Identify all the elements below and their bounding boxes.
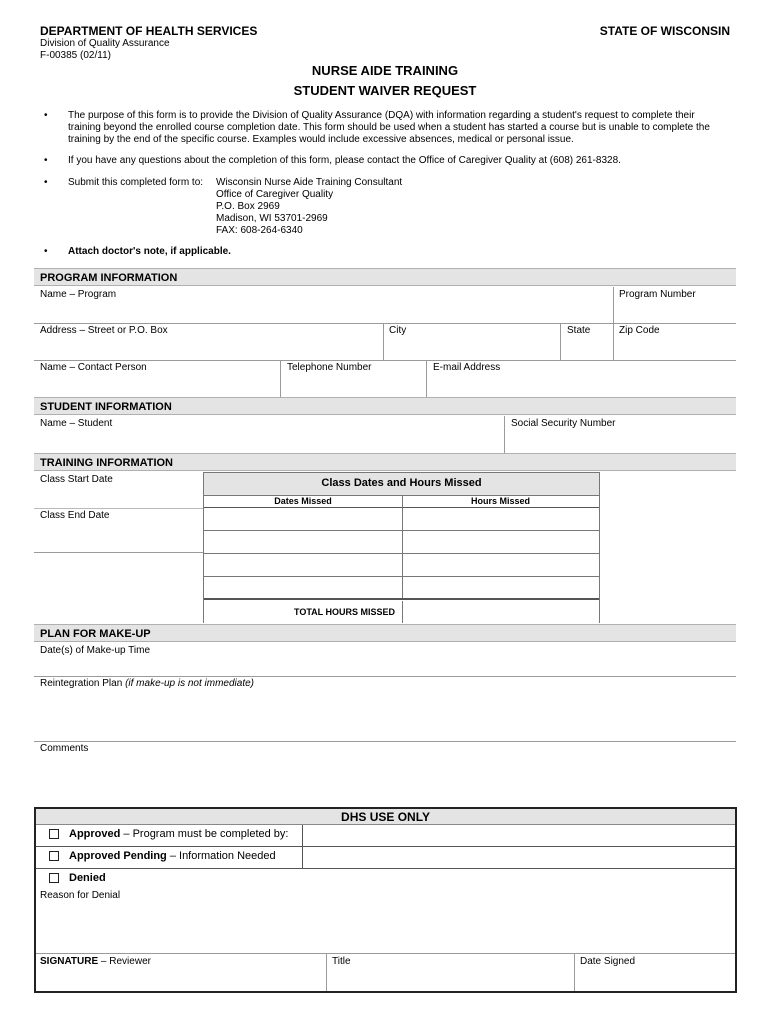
bullet-icon: • (44, 246, 48, 257)
purpose-text-2: training beyond the enrolled course completion date. This form should be used when a student has started a course but is unable to complete the (68, 122, 710, 133)
student-name-field[interactable]: Name – Student (40, 418, 113, 429)
dates-missed-cell[interactable] (208, 556, 398, 574)
date-signed-field[interactable]: Date Signed (580, 956, 636, 967)
program-info-header: PROGRAM INFORMATION (34, 268, 736, 286)
dhs-use-only-title: DHS USE ONLY (36, 809, 735, 825)
training-info-header: TRAINING INFORMATION (34, 453, 736, 471)
dates-missed-header: Dates Missed (274, 496, 332, 506)
address-line: P.O. Box 2969 (216, 201, 280, 212)
approved-pending-checkbox[interactable] (49, 851, 59, 861)
submit-label: Submit this completed form to: (68, 177, 204, 188)
class-end-date-field[interactable]: Class End Date (40, 510, 110, 521)
program-name-field[interactable]: Name – Program (40, 289, 117, 300)
denied-label: Denied (69, 872, 106, 884)
address-line: Madison, WI 53701-2969 (216, 213, 328, 224)
approved-label: Approved – Program must be completed by: (69, 828, 289, 840)
student-info-header: STUDENT INFORMATION (34, 397, 736, 415)
program-number-field[interactable]: Program Number (619, 289, 696, 300)
hours-missed-cell[interactable] (406, 533, 596, 551)
hours-missed-cell[interactable] (406, 556, 596, 574)
hours-missed-cell[interactable] (406, 510, 596, 528)
dates-missed-cell[interactable] (208, 510, 398, 528)
reintegration-plan-field[interactable] (40, 678, 254, 689)
ssn-field[interactable]: Social Security Number (511, 418, 616, 429)
total-hours-field[interactable] (402, 601, 599, 623)
reintegration-note: (if make-up is not immediate) (125, 678, 254, 689)
purpose-text-1: The purpose of this form is to provide the Division of Quality Assurance (DQA) with information regarding a student's request to complete their (68, 110, 695, 121)
purpose-text-3: training by the end of the specific course. Examples would include excessive absences, medical or personal issue. (68, 134, 574, 145)
dates-missed-cell[interactable] (208, 533, 398, 551)
form-number: F-00385 (02/11) (40, 50, 111, 61)
address-line: FAX: 608-264-6340 (216, 225, 303, 236)
makeup-dates-field[interactable]: Date(s) of Make-up Time (40, 645, 151, 656)
form-title-line2: STUDENT WAIVER REQUEST (293, 83, 477, 98)
total-hours-label: TOTAL HOURS MISSED (293, 607, 395, 617)
reviewer-title-field[interactable]: Title (332, 956, 351, 967)
program-state-field[interactable]: State (567, 325, 591, 336)
state-name: STATE OF WISCONSIN (599, 24, 730, 38)
bullet-icon: • (44, 155, 48, 166)
questions-text: If you have any questions about the completion of this form, please contact the Office of Caregiver Quality at (608) 261-8328. (68, 155, 621, 166)
bullet-icon: • (44, 110, 48, 121)
signature-reviewer-field[interactable]: SIGNATURE – Reviewer (40, 956, 151, 967)
division-name: Division of Quality Assurance (40, 38, 170, 49)
completion-date-field[interactable] (304, 826, 734, 845)
department-name: DEPARTMENT OF HEALTH SERVICES (40, 24, 258, 38)
reason-for-denial-field[interactable]: Reason for Denial (40, 890, 121, 901)
denied-checkbox[interactable] (49, 873, 59, 883)
email-field[interactable]: E-mail Address (433, 362, 501, 373)
program-address-field[interactable]: Address – Street or P.O. Box (40, 325, 168, 336)
class-start-date-field[interactable]: Class Start Date (40, 474, 113, 485)
contact-person-field[interactable]: Name – Contact Person (40, 362, 147, 373)
information-needed-field[interactable] (304, 848, 734, 868)
form-title-line1: NURSE AIDE TRAINING (311, 63, 459, 78)
address-line: Office of Caregiver Quality (216, 189, 334, 200)
approved-checkbox[interactable] (49, 829, 59, 839)
makeup-plan-header: PLAN FOR MAKE-UP (34, 624, 736, 642)
program-zip-field[interactable]: Zip Code (619, 325, 660, 336)
reintegration-label: Reintegration Plan (40, 678, 123, 689)
attach-note: Attach doctor's note, if applicable. (68, 246, 231, 257)
approved-pending-label: Approved Pending – Information Needed (69, 850, 276, 862)
address-line: Wisconsin Nurse Aide Training Consultant (216, 177, 403, 188)
program-city-field[interactable]: City (389, 325, 407, 336)
telephone-field[interactable]: Telephone Number (287, 362, 372, 373)
comments-field[interactable]: Comments (40, 743, 89, 754)
hours-missed-header: Hours Missed (470, 496, 530, 506)
bullet-icon: • (44, 177, 48, 188)
class-dates-table-title: Class Dates and Hours Missed (321, 477, 482, 489)
